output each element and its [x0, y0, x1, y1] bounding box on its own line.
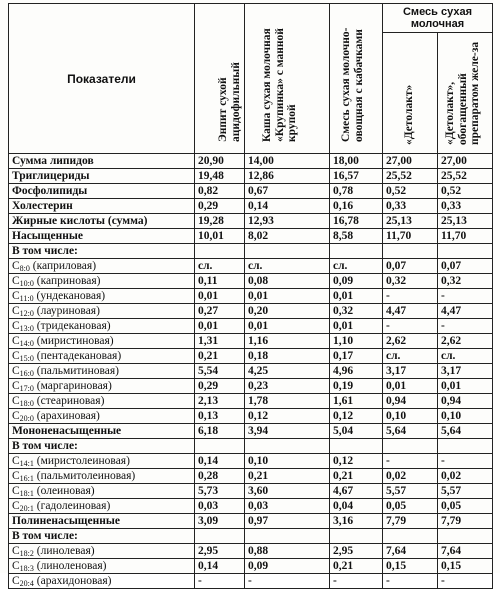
value-cell-col5: 0,02 [438, 469, 493, 484]
acid-formula: $C_{12:0}$ [12, 305, 34, 318]
row-label [9, 334, 195, 349]
value-cell-col2: 1,16 [245, 334, 330, 349]
col2-header-label: Каша сухая молочная «Крупинка» с манной крупой [261, 28, 298, 142]
table-row [9, 229, 493, 244]
table-row [9, 349, 493, 364]
row-label-text: (стеариновая) [36, 395, 105, 407]
value-cell-col4: 25,52 [383, 169, 438, 184]
value-cell-col1: 19,48 [195, 169, 245, 184]
value-cell-col5: 11,70 [438, 229, 493, 244]
value-cell-col2: 0,03 [245, 499, 330, 514]
value-cell-col5: 0,10 [438, 409, 493, 424]
row-label [9, 274, 195, 289]
row-label [9, 409, 195, 424]
value-cell-col2: 0,08 [245, 274, 330, 289]
value-cell-col4: 0,15 [383, 559, 438, 574]
value-cell-col3 [330, 439, 383, 454]
value-cell-col2: 0,21 [245, 469, 330, 484]
acid-formula-index: 20:1 [19, 504, 34, 513]
row-label [9, 229, 195, 244]
row-label [9, 169, 195, 184]
acid-formula: $C_{18:1}$ [12, 485, 34, 498]
table-row [9, 334, 493, 349]
value-cell-col3: 1,61 [330, 394, 383, 409]
row-label-text: Триглицериды [12, 170, 90, 182]
value-cell-col1: 5,54 [195, 364, 245, 379]
value-cell-col3 [330, 529, 383, 544]
table-row [9, 274, 493, 289]
value-cell-col3: 8,58 [330, 229, 383, 244]
col1-header-label: Энпит сухой ацидофильный [217, 62, 242, 142]
table-row [9, 409, 493, 424]
value-cell-col3: 4,96 [330, 364, 383, 379]
row-label [9, 439, 195, 454]
value-cell-col5: 7,79 [438, 514, 493, 529]
value-cell-col4: 0,32 [383, 274, 438, 289]
row-label [9, 199, 195, 214]
header-row-1 [9, 4, 493, 33]
value-cell-col2: 12,93 [245, 214, 330, 229]
table-row [9, 559, 493, 574]
value-cell-col4 [383, 244, 438, 259]
value-cell-col2: 0,12 [245, 409, 330, 424]
col4-header [383, 33, 438, 154]
value-cell-col1: 0,29 [195, 379, 245, 394]
acid-formula: $C_{15:0}$ [12, 350, 34, 363]
value-cell-col1: 0,27 [195, 304, 245, 319]
row-label [9, 499, 195, 514]
row-label [9, 379, 195, 394]
value-cell-col2 [245, 244, 330, 259]
value-cell-col2: 0,01 [245, 319, 330, 334]
row-label-text: (арахидоновая) [36, 575, 112, 587]
value-cell-col5: 5,57 [438, 484, 493, 499]
value-cell-col2: 0,10 [245, 454, 330, 469]
acid-formula: $C_{18:0}$ [12, 395, 34, 408]
table-row [9, 529, 493, 544]
row-label [9, 304, 195, 319]
acid-formula: $C_{17:0}$ [12, 380, 34, 393]
value-cell-col5: 0,33 [438, 199, 493, 214]
row-label [9, 364, 195, 379]
value-cell-col5 [438, 529, 493, 544]
acid-formula-index: 12:0 [19, 309, 34, 318]
lipid-table [8, 3, 493, 589]
row-label [9, 484, 195, 499]
row-label-text: Сумма липидов [12, 155, 94, 167]
row-label [9, 559, 195, 574]
value-cell-col3 [330, 244, 383, 259]
acid-formula-index: 10:0 [19, 279, 34, 288]
row-label-text: (пальмитолеиновая) [36, 470, 136, 482]
table-row [9, 379, 493, 394]
value-cell-col2 [245, 439, 330, 454]
value-cell-col5: 0,94 [438, 394, 493, 409]
row-label-text: (олеиновая) [36, 485, 95, 497]
acid-formula-index: 13:0 [19, 324, 34, 333]
row-label-text: (каприловая) [32, 260, 97, 272]
value-cell-col3: 0,09 [330, 274, 383, 289]
row-label-text: В том числе: [12, 440, 78, 452]
value-cell-col5: 25,13 [438, 214, 493, 229]
row-label [9, 349, 195, 364]
value-cell-col3: 3,16 [330, 514, 383, 529]
acid-formula: $C_{11:0}$ [12, 290, 34, 303]
value-cell-col2: - [245, 574, 330, 589]
value-cell-col4: 0,52 [383, 184, 438, 199]
row-label-text: В том числе: [12, 245, 78, 257]
acid-formula-index: 14:0 [19, 339, 34, 348]
value-cell-col4 [383, 529, 438, 544]
table-row [9, 364, 493, 379]
table-row [9, 169, 493, 184]
value-cell-col2: 12,86 [245, 169, 330, 184]
value-cell-col4: 0,05 [383, 499, 438, 514]
table-row [9, 394, 493, 409]
acid-formula: $C_{16:0}$ [12, 365, 34, 378]
table-row [9, 199, 493, 214]
value-cell-col4: 3,17 [383, 364, 438, 379]
value-cell-col4: 7,79 [383, 514, 438, 529]
row-label-text: (лауриновая) [36, 305, 100, 317]
acid-formula-index: 16:0 [19, 369, 34, 378]
row-label [9, 424, 195, 439]
value-cell-col5: сл. [438, 349, 493, 364]
table-row [9, 244, 493, 259]
row-label-text: (миристиновая) [36, 335, 114, 347]
table-row [9, 574, 493, 589]
row-label [9, 469, 195, 484]
acid-formula-index: 18:2 [19, 549, 34, 558]
row-label-text: (пальмитиновая) [36, 365, 119, 377]
acid-formula-index: 14:1 [19, 459, 34, 468]
table-row [9, 154, 493, 169]
col1-header [195, 4, 245, 154]
acid-formula-index: 11:0 [19, 294, 34, 303]
acid-formula-index: 8:0 [19, 264, 30, 273]
acid-formula: $C_{14:0}$ [12, 335, 34, 348]
row-label-text: Жирные кислоты (сумма) [12, 215, 148, 227]
row-label-text: (гадолеиновая) [36, 500, 111, 512]
value-cell-col1 [195, 244, 245, 259]
row-label-text: (тридекановая) [36, 320, 111, 332]
value-cell-col3: 0,04 [330, 499, 383, 514]
value-cell-col4: 7,64 [383, 544, 438, 559]
acid-formula: $C_{18:3}$ [12, 560, 34, 573]
value-cell-col1: 19,28 [195, 214, 245, 229]
value-cell-col2: 4,25 [245, 364, 330, 379]
row-label-text: (линолевая) [36, 545, 95, 557]
value-cell-col2: 14,00 [245, 154, 330, 169]
value-cell-col4: 5,57 [383, 484, 438, 499]
value-cell-col1: 0,28 [195, 469, 245, 484]
col2-header [245, 4, 330, 154]
value-cell-col2: 0,18 [245, 349, 330, 364]
value-cell-col3: 0,12 [330, 409, 383, 424]
col5-header [438, 33, 493, 154]
acid-formula-index: 17:0 [19, 384, 34, 393]
row-label [9, 259, 195, 274]
value-cell-col5: 0,05 [438, 499, 493, 514]
value-cell-col5 [438, 244, 493, 259]
table-row [9, 289, 493, 304]
value-cell-col4: 5,64 [383, 424, 438, 439]
value-cell-col4: - [383, 289, 438, 304]
value-cell-col3: сл. [330, 259, 383, 274]
value-cell-col3: 0,17 [330, 349, 383, 364]
value-cell-col4: - [383, 574, 438, 589]
row-label [9, 529, 195, 544]
col5-header-label: «Детолакт», обогащенный препаратом желе-за [444, 41, 481, 145]
acid-formula-index: 18:1 [19, 489, 34, 498]
value-cell-col3: 16,57 [330, 169, 383, 184]
value-cell-col4: 0,01 [383, 379, 438, 394]
value-cell-col5: - [438, 574, 493, 589]
row-label-text: Мононенасыщенные [12, 425, 122, 437]
row-label [9, 184, 195, 199]
value-cell-col1: 10,01 [195, 229, 245, 244]
col3-header [330, 4, 383, 154]
table-row [9, 499, 493, 514]
value-cell-col3: 16,78 [330, 214, 383, 229]
value-cell-col4: сл. [383, 349, 438, 364]
row-label-text: (пентадекановая) [36, 350, 122, 362]
value-cell-col2: 0,01 [245, 289, 330, 304]
acid-formula-index: 18:0 [19, 399, 34, 408]
row-label-text: В том числе: [12, 530, 78, 542]
acid-formula: $C_{16:1}$ [12, 470, 34, 483]
value-cell-col1: 1,31 [195, 334, 245, 349]
value-cell-col2: сл. [245, 259, 330, 274]
table-row [9, 304, 493, 319]
value-cell-col5: 25,52 [438, 169, 493, 184]
row-label-text: (арахиновая) [36, 410, 100, 422]
value-cell-col3: 0,32 [330, 304, 383, 319]
value-cell-col4: 0,02 [383, 469, 438, 484]
value-cell-col4: 2,62 [383, 334, 438, 349]
row-label-text: Фосфолипиды [12, 185, 88, 197]
value-cell-col2: 3,94 [245, 424, 330, 439]
value-cell-col1: 0,14 [195, 559, 245, 574]
table-row [9, 514, 493, 529]
row-label-text: (каприновая) [36, 275, 101, 287]
value-cell-col3: 5,04 [330, 424, 383, 439]
acid-formula: $C_{20:4}$ [12, 575, 34, 588]
value-cell-col2: 0,88 [245, 544, 330, 559]
value-cell-col2: 0,14 [245, 199, 330, 214]
col3-header-label: Смесь сухая молочно-овощная с кабачками [340, 27, 365, 142]
value-cell-col3: 18,00 [330, 154, 383, 169]
value-cell-col3: 0,12 [330, 454, 383, 469]
table-row [9, 259, 493, 274]
value-cell-col1: 2,13 [195, 394, 245, 409]
value-cell-col3: 0,16 [330, 199, 383, 214]
row-label-text: (маргариновая) [36, 380, 112, 392]
value-cell-col4: 0,10 [383, 409, 438, 424]
row-label [9, 214, 195, 229]
value-cell-col3: 0,01 [330, 319, 383, 334]
group-header-label: Смесь сухая молочная [402, 6, 472, 30]
value-cell-col4: 25,13 [383, 214, 438, 229]
table-row [9, 424, 493, 439]
acid-formula: $C_{20:0}$ [12, 410, 34, 423]
row-label [9, 514, 195, 529]
table-row [9, 484, 493, 499]
value-cell-col5: 7,64 [438, 544, 493, 559]
row-label-text: (ундекановая) [36, 290, 106, 302]
value-cell-col1: 0,14 [195, 454, 245, 469]
acid-formula: $C_{20:1}$ [12, 500, 34, 513]
value-cell-col1: 0,03 [195, 499, 245, 514]
indicator-header-label: Показатели [67, 71, 136, 86]
value-cell-col5: 5,64 [438, 424, 493, 439]
value-cell-col2: 0,23 [245, 379, 330, 394]
value-cell-col5: - [438, 454, 493, 469]
value-cell-col1: 0,01 [195, 289, 245, 304]
value-cell-col5: 0,32 [438, 274, 493, 289]
table-row [9, 439, 493, 454]
row-label [9, 544, 195, 559]
row-label [9, 319, 195, 334]
value-cell-col1: 5,73 [195, 484, 245, 499]
value-cell-col3: 4,67 [330, 484, 383, 499]
value-cell-col1: - [195, 574, 245, 589]
value-cell-col4: 11,70 [383, 229, 438, 244]
value-cell-col5: - [438, 319, 493, 334]
value-cell-col1 [195, 529, 245, 544]
value-cell-col3: - [330, 574, 383, 589]
value-cell-col2: 3,60 [245, 484, 330, 499]
value-cell-col4: 0,07 [383, 259, 438, 274]
value-cell-col1: 0,01 [195, 319, 245, 334]
acid-formula-index: 20:0 [19, 414, 34, 423]
acid-formula: $C_{8:0}$ [12, 260, 30, 273]
value-cell-col5 [438, 439, 493, 454]
row-label [9, 154, 195, 169]
col4-header-label: «Детолакт» [403, 84, 415, 145]
value-cell-col3: 0,21 [330, 469, 383, 484]
value-cell-col1: 0,13 [195, 409, 245, 424]
value-cell-col1: сл. [195, 259, 245, 274]
acid-formula: $C_{10:0}$ [12, 275, 34, 288]
value-cell-col3: 1,10 [330, 334, 383, 349]
value-cell-col4: 0,33 [383, 199, 438, 214]
indicator-header [9, 4, 195, 154]
value-cell-col3: 0,21 [330, 559, 383, 574]
table-row [9, 214, 493, 229]
value-cell-col4: 4,47 [383, 304, 438, 319]
row-label [9, 574, 195, 589]
table-body [9, 154, 493, 589]
value-cell-col2: 8,02 [245, 229, 330, 244]
table-row [9, 319, 493, 334]
row-label-text: Холестерин [12, 200, 73, 212]
value-cell-col1: 0,11 [195, 274, 245, 289]
value-cell-col5: 2,62 [438, 334, 493, 349]
value-cell-col3: 0,78 [330, 184, 383, 199]
value-cell-col4: 27,00 [383, 154, 438, 169]
row-label [9, 289, 195, 304]
value-cell-col5: 0,52 [438, 184, 493, 199]
value-cell-col2: 0,20 [245, 304, 330, 319]
row-label [9, 394, 195, 409]
acid-formula-index: 16:1 [19, 474, 34, 483]
acid-formula-index: 18:3 [19, 564, 34, 573]
value-cell-col2: 0,09 [245, 559, 330, 574]
value-cell-col5: 3,17 [438, 364, 493, 379]
row-label-text: Полиненасыщенные [12, 515, 120, 527]
value-cell-col1 [195, 439, 245, 454]
table-row [9, 454, 493, 469]
value-cell-col5: 4,47 [438, 304, 493, 319]
value-cell-col2: 0,67 [245, 184, 330, 199]
row-label [9, 244, 195, 259]
value-cell-col1: 6,18 [195, 424, 245, 439]
value-cell-col1: 0,29 [195, 199, 245, 214]
acid-formula: $C_{18:2}$ [12, 545, 34, 558]
acid-formula-index: 20:4 [19, 579, 34, 588]
value-cell-col1: 2,95 [195, 544, 245, 559]
value-cell-col4: 0,94 [383, 394, 438, 409]
value-cell-col5: - [438, 289, 493, 304]
value-cell-col5: 0,15 [438, 559, 493, 574]
value-cell-col3: 2,95 [330, 544, 383, 559]
acid-formula: $C_{13:0}$ [12, 320, 34, 333]
value-cell-col1: 0,82 [195, 184, 245, 199]
value-cell-col4: - [383, 319, 438, 334]
value-cell-col5: 0,07 [438, 259, 493, 274]
group-header [383, 4, 493, 33]
acid-formula-index: 15:0 [19, 354, 34, 363]
row-label-text: (миристолеиновая) [36, 455, 130, 467]
value-cell-col2: 0,97 [245, 514, 330, 529]
value-cell-col3: 0,19 [330, 379, 383, 394]
row-label-text: Насыщенные [12, 230, 83, 242]
value-cell-col4 [383, 439, 438, 454]
value-cell-col2: 1,78 [245, 394, 330, 409]
acid-formula: $C_{14:1}$ [12, 455, 34, 468]
value-cell-col5: 0,01 [438, 379, 493, 394]
value-cell-col1: 0,21 [195, 349, 245, 364]
value-cell-col1: 20,90 [195, 154, 245, 169]
value-cell-col2 [245, 529, 330, 544]
row-label [9, 454, 195, 469]
value-cell-col5: 27,00 [438, 154, 493, 169]
table-row [9, 469, 493, 484]
table-row [9, 544, 493, 559]
row-label-text: (линоленовая) [36, 560, 107, 572]
value-cell-col1: 3,09 [195, 514, 245, 529]
value-cell-col4: - [383, 454, 438, 469]
table-row [9, 184, 493, 199]
value-cell-col3: 0,01 [330, 289, 383, 304]
